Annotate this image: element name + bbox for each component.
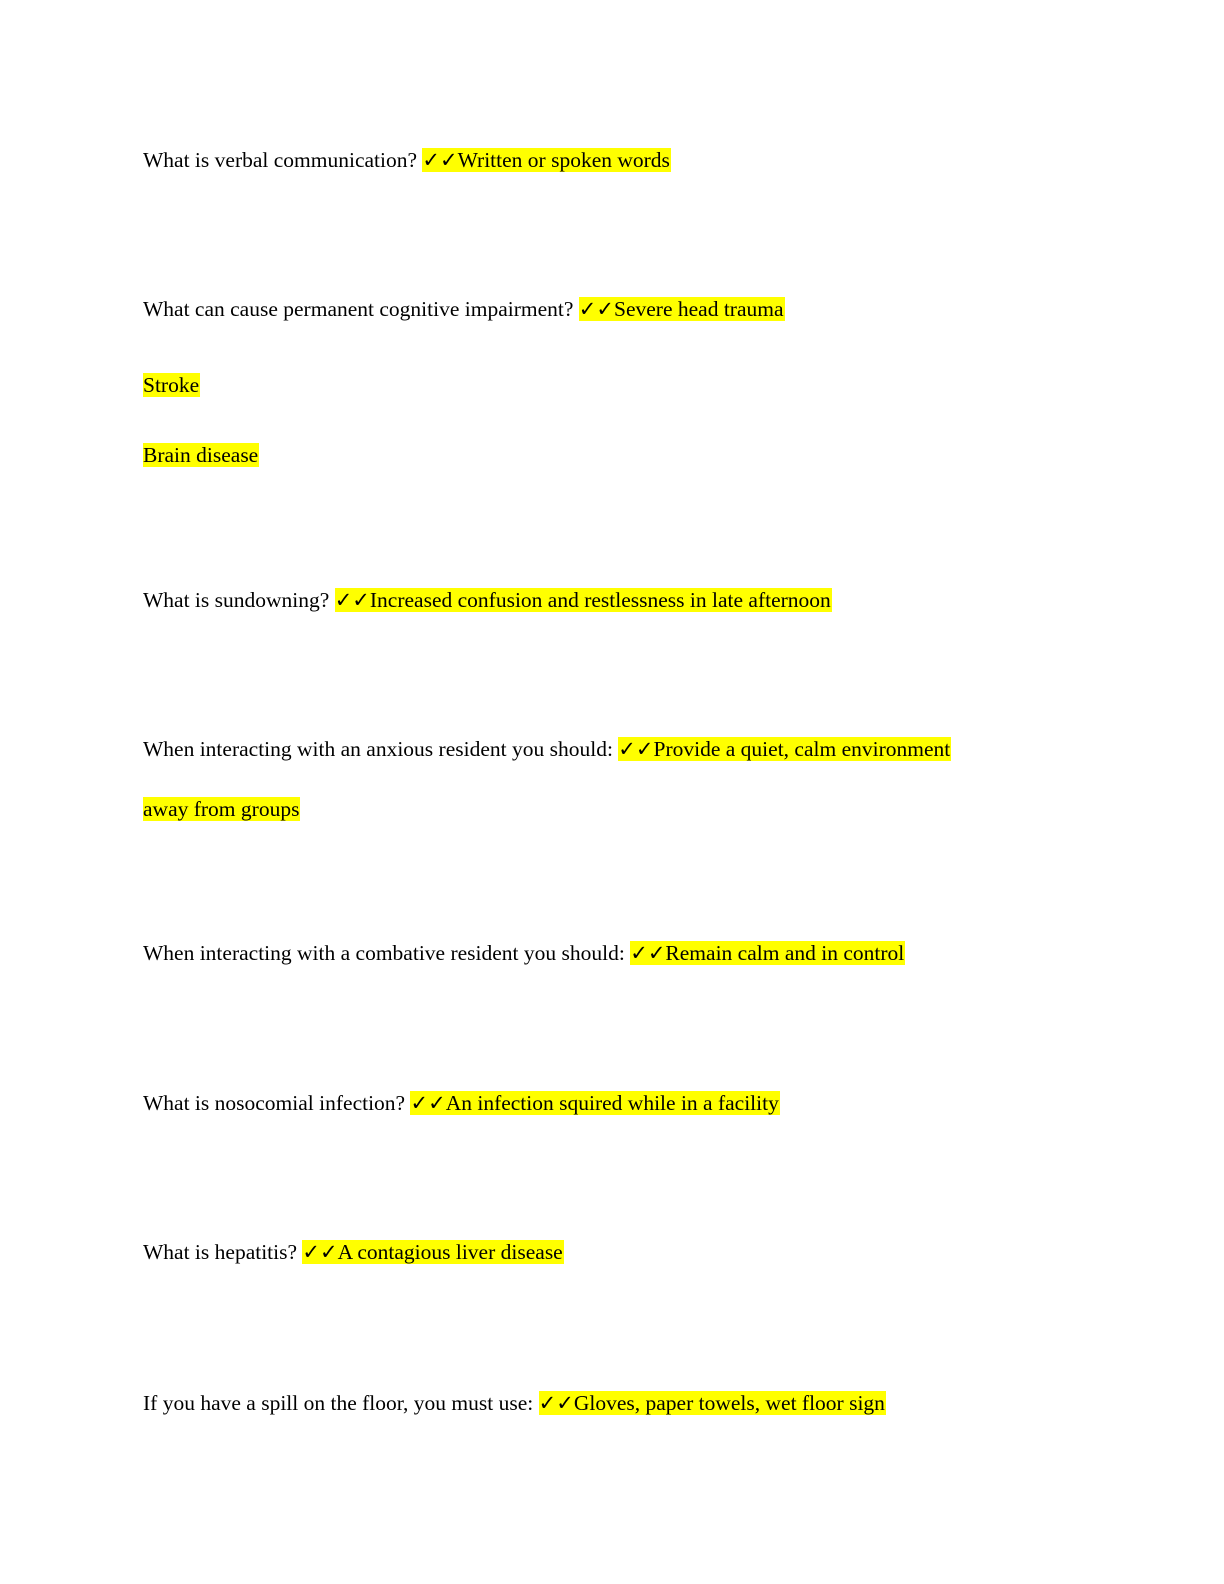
answer-highlight [422,148,671,172]
answer-text: Increased confusion and restlessness in late afternoon [369,588,831,612]
answer-highlight [630,941,905,965]
question-text: What is sundowning? [143,588,335,612]
answer-text: Brain disease [143,443,259,467]
answer-text: Remain calm and in control [665,941,905,965]
question-text: When interacting with an anxious resident you should: [143,737,619,761]
question-text: If you have a spill on the floor, you must use: [143,1391,539,1415]
qa-item-combative-resident [143,936,905,970]
double-check-icon: ✓✓ [630,941,666,965]
answer-continuation-line [143,438,259,472]
double-check-icon: ✓✓ [302,1240,338,1264]
qa-item-hepatitis [143,1235,564,1269]
answer-text: away from groups [143,797,300,821]
answer-continuation-line [143,368,200,402]
qa-item-anxious-resident [143,732,951,766]
question-text: What is hepatitis? [143,1240,303,1264]
qa-item-nosocomial-infection [143,1086,780,1120]
answer-highlight [410,1091,779,1115]
answer-highlight [335,588,832,612]
question-text: What is nosocomial infection? [143,1091,411,1115]
double-check-icon: ✓✓ [410,1091,446,1115]
answer-highlight [539,1391,886,1415]
answer-text: A contagious liver disease [337,1240,563,1264]
answer-highlight [302,1240,563,1264]
answer-text: An infection squired while in a facility [445,1091,779,1115]
double-check-icon: ✓✓ [538,1391,574,1415]
qa-item-sundowning [143,583,832,617]
double-check-icon: ✓✓ [618,737,654,761]
question-text: What can cause permanent cognitive impairment? [143,297,579,321]
qa-item-cognitive-impairment [143,292,785,326]
answer-continuation-line [143,792,300,826]
answer-text: Severe head trauma [614,297,784,321]
qa-item-verbal-communication [143,143,671,177]
double-check-icon: ✓✓ [578,297,614,321]
question-text: When interacting with a combative resident you should: [143,941,631,965]
answer-text: Written or spoken words [457,148,670,172]
answer-text: Provide a quiet, calm environment [653,737,951,761]
answer-text: Gloves, paper towels, wet floor sign [573,1391,885,1415]
answer-highlight [579,297,785,321]
answer-highlight [618,737,951,761]
qa-item-floor-spill [143,1386,886,1420]
double-check-icon: ✓✓ [334,588,370,612]
question-text: What is verbal communication? [143,148,423,172]
double-check-icon: ✓✓ [422,148,458,172]
answer-text: Stroke [143,373,200,397]
